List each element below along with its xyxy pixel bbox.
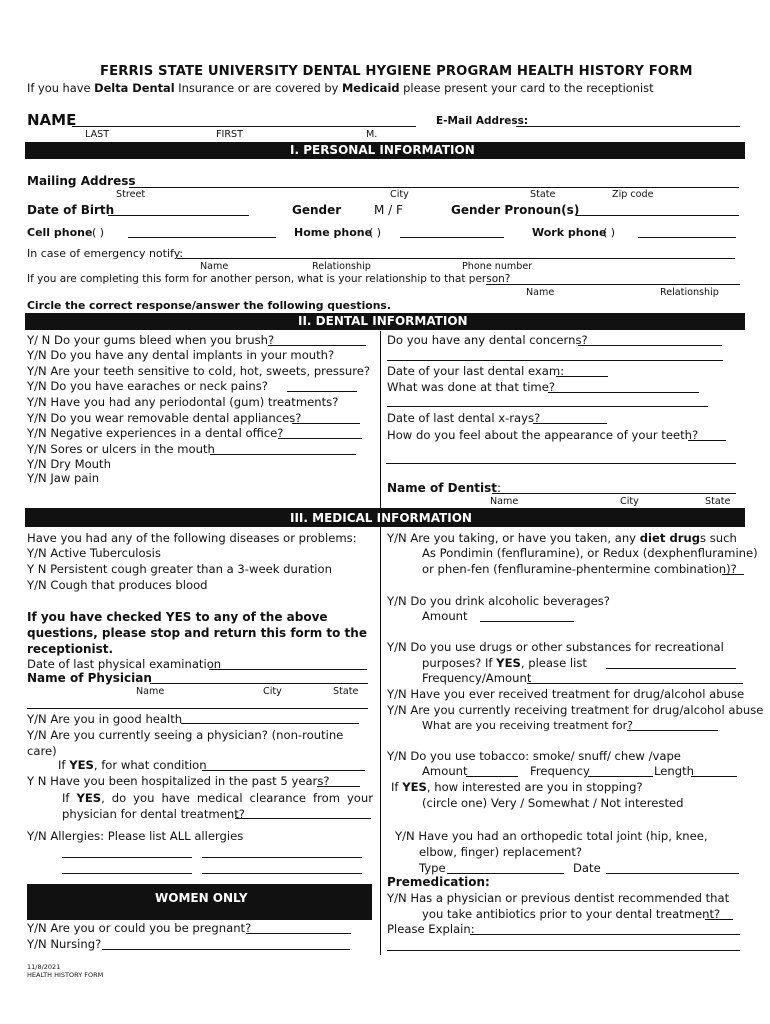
- alcohol-amount-label: Amount: [422, 609, 468, 623]
- emergency-field[interactable]: [177, 258, 735, 259]
- med-q-cough-blood[interactable]: Y/N Cough that produces blood: [27, 578, 208, 592]
- freq-amount-label: Frequency/Amount: [422, 671, 532, 685]
- text-segment: , please list: [520, 656, 587, 670]
- stop-warning: If you have checked YES to any of the above questions, please stop and return this form to the receptionist.: [27, 610, 367, 656]
- physician-name-caption: Name: [136, 686, 165, 697]
- diseases-label: Have you had any of the following diseases or problems:: [27, 531, 357, 545]
- what-done-label: What was done at that time?: [387, 380, 555, 394]
- dental-q-bleed[interactable]: Y/ N Do your gums bleed when you brush?: [27, 333, 275, 347]
- allergy-field-4[interactable]: [202, 873, 362, 874]
- good-health-field[interactable]: [181, 723, 359, 724]
- dental-q-perio[interactable]: Y/N Have you had any periodontal (gum) treatments?: [27, 395, 339, 409]
- stopping-interest-options[interactable]: (circle one) Very / Somewhat / Not interested: [422, 796, 684, 810]
- first-caption: FIRST: [216, 129, 243, 140]
- zip-caption: Zip code: [612, 189, 654, 200]
- last-caption: LAST: [85, 129, 110, 140]
- emergency-label: In case of emergency notify:: [27, 247, 184, 260]
- city-caption: City: [390, 189, 409, 200]
- tobacco-amount-label: Amount: [422, 764, 468, 778]
- insurance-note: [27, 81, 654, 95]
- condition-field[interactable]: [202, 770, 365, 771]
- dental-q-negative-field[interactable]: [278, 438, 362, 439]
- condition-label: [58, 758, 207, 772]
- last-exam-label: Date of your last dental exam:: [387, 364, 565, 378]
- name-label: NAME: [27, 111, 77, 129]
- diet-drugs-q: [387, 531, 737, 545]
- text-segment: Name of Dentist: [387, 481, 497, 495]
- diet-drugs-line-3: or phen-fen (fenfluramine-phentermine combination)?: [422, 562, 737, 576]
- dental-q-negative[interactable]: Y/N Negative experiences in a dental office?: [27, 426, 284, 440]
- allergy-field-1[interactable]: [62, 857, 192, 858]
- allergy-field-2[interactable]: [202, 857, 362, 858]
- circle-instructions: Circle the correct response/answer the following questions.: [27, 299, 391, 312]
- gender-label: Gender: [292, 203, 342, 217]
- med-q-tb[interactable]: Y/N Active Tuberculosis: [27, 546, 161, 560]
- dental-q-appliances[interactable]: Y/N Do you wear removable dental appliances?: [27, 411, 302, 425]
- text-segment: Insurance or are covered by: [174, 81, 342, 95]
- text-segment: If: [391, 780, 403, 794]
- another-person-field[interactable]: [486, 284, 740, 285]
- text-segment: s such: [700, 531, 737, 545]
- emergency-name-caption: Name: [200, 261, 229, 272]
- what-done-field[interactable]: [548, 392, 699, 393]
- hospitalized-q[interactable]: Y N Have you been hospitalized in the past 5 years?: [27, 774, 330, 788]
- mailing-label: Mailing Address: [27, 174, 136, 188]
- xrays-field[interactable]: [533, 423, 607, 424]
- tobacco-length-label: Length: [654, 764, 694, 778]
- medical-divider: [380, 527, 381, 955]
- dental-concerns-label: Do you have any dental concerns?: [387, 333, 588, 347]
- dental-q-jaw[interactable]: Y/N Jaw pain: [27, 471, 100, 485]
- dental-divider: [380, 331, 381, 508]
- dental-q-bleed-field[interactable]: [268, 345, 366, 346]
- stopping-interest-q: [391, 780, 643, 794]
- ever-treatment-q[interactable]: Y/N Have you ever received treatment for drug/alcohol abuse: [387, 687, 745, 701]
- tobacco-freq-label: Frequency: [530, 764, 590, 778]
- text-segment: , how interested are you in stopping?: [426, 780, 643, 794]
- current-treatment-q[interactable]: Y/N Are you currently receiving treatment for drug/alcohol abuse: [387, 703, 764, 717]
- text-segment: YES: [69, 758, 94, 772]
- antibiotics-q[interactable]: Y/N Has a physician or previous dentist recommended that: [387, 891, 730, 905]
- text-segment: If: [58, 758, 70, 772]
- physician-label: Name of Physician: [27, 671, 152, 685]
- home-label: Home phone: [294, 226, 373, 239]
- state-caption: State: [530, 189, 556, 200]
- mi-caption: M.: [366, 129, 378, 140]
- joint-date-label: Date: [573, 861, 601, 875]
- antibiotics-line-2: you take antibiotics prior to your dental treatment?: [422, 907, 721, 921]
- gender-options[interactable]: M / F: [374, 203, 403, 217]
- antibiotics-field[interactable]: [705, 919, 733, 920]
- emergency-rel-caption: Relationship: [312, 261, 371, 272]
- physician-state-caption: State: [333, 686, 359, 697]
- email-field[interactable]: [516, 126, 740, 127]
- xrays-label: Date of last dental x-rays?: [387, 411, 541, 425]
- another-name-caption: Name: [526, 287, 555, 298]
- joint-replacement-line-2: elbow, finger) replacement?: [419, 845, 583, 859]
- joint-date-field[interactable]: [606, 873, 739, 874]
- seeing-physician-q[interactable]: Y/N Are you currently seeing a physician? (non-routine care): [27, 728, 344, 758]
- text-segment: If: [62, 791, 77, 805]
- text-segment: Y/N Are you taking, or have you taken, any: [387, 531, 640, 545]
- dental-q-sensitive[interactable]: Y/N Are your teeth sensitive to cold, hot, sweets, pressure?: [27, 364, 371, 378]
- tobacco-freq-field[interactable]: [588, 776, 653, 777]
- text-segment: Medicaid: [341, 81, 400, 95]
- text-segment: :: [496, 481, 502, 495]
- dental-concerns-field-2[interactable]: [387, 360, 723, 361]
- pronoun-field[interactable]: [576, 215, 739, 216]
- dental-heading: II. DENTAL INFORMATION: [298, 314, 468, 328]
- street-caption: Street: [116, 189, 146, 200]
- allergy-field-3[interactable]: [62, 873, 192, 874]
- joint-replacement-q[interactable]: Y/N Have you had an orthopedic total joint (hip, knee,: [395, 829, 708, 843]
- alcohol-amount-field[interactable]: [480, 621, 574, 622]
- dental-q-sores-field[interactable]: [210, 454, 356, 455]
- mailing-field[interactable]: [129, 187, 739, 188]
- good-health-q[interactable]: Y/N Are you in good health: [27, 712, 183, 726]
- home-field[interactable]: [400, 237, 504, 238]
- last-physical-label: Date of last physical examination: [27, 657, 222, 671]
- cell-paren: ( ): [92, 226, 105, 239]
- tobacco-amount-field[interactable]: [466, 776, 518, 777]
- footer-form-name: HEALTH HISTORY FORM: [27, 971, 104, 979]
- name-field[interactable]: [72, 126, 416, 127]
- cell-label: Cell phone: [27, 226, 93, 239]
- text-segment: diet drug: [639, 531, 701, 545]
- dob-label: Date of Birth: [27, 203, 115, 217]
- dental-q-earaches-field[interactable]: [287, 391, 357, 392]
- recreational-drugs-q[interactable]: Y/N Do you use drugs or other substances for recreational: [387, 640, 724, 654]
- nursing-field[interactable]: [102, 949, 350, 950]
- text-segment: , for what condition: [93, 758, 207, 772]
- what-treatment-field[interactable]: [627, 730, 718, 731]
- text-segment: , do you have medical clearance from your physician for dental treatment?: [62, 791, 374, 821]
- pregnant-field[interactable]: [246, 933, 351, 934]
- text-segment: Delta Dental: [94, 81, 175, 95]
- another-rel-caption: Relationship: [660, 287, 719, 298]
- pronoun-label: Gender Pronoun(s): [451, 203, 580, 217]
- appearance-field-2[interactable]: [386, 463, 736, 464]
- physician-field-2[interactable]: [27, 708, 368, 709]
- pregnant-q[interactable]: Y/N Are you or could you be pregnant?: [27, 921, 252, 935]
- another-person-label: If you are completing this form for another person, what is your relationship to that person?: [27, 273, 511, 285]
- dentist-name-caption: Name: [490, 496, 519, 507]
- what-done-field-2[interactable]: [387, 406, 708, 407]
- last-exam-field[interactable]: [556, 376, 608, 377]
- work-paren: ( ): [603, 226, 616, 239]
- what-treatment-label: What are you receiving treatment for?: [422, 719, 633, 732]
- dentist-label: [387, 481, 501, 495]
- nursing-q[interactable]: Y/N Nursing?: [27, 937, 102, 951]
- text-segment: purposes? If: [422, 656, 497, 670]
- joint-type-field[interactable]: [447, 873, 564, 874]
- text-segment: please present your card to the receptionist: [399, 81, 654, 95]
- dentist-field[interactable]: [492, 493, 736, 494]
- home-paren: ( ): [369, 226, 382, 239]
- joint-type-label: Type: [419, 861, 446, 875]
- allergies-q[interactable]: Y/N Allergies: Please list ALL allergies: [27, 829, 244, 843]
- women-only-heading: WOMEN ONLY: [155, 891, 248, 905]
- dental-q-sores[interactable]: Y/N Sores or ulcers in the mouth: [27, 442, 215, 456]
- personal-heading: I. PERSONAL INFORMATION: [290, 143, 475, 157]
- appearance-field[interactable]: [688, 440, 726, 441]
- physician-city-caption: City: [263, 686, 282, 697]
- emergency-phone-caption: Phone number: [462, 261, 533, 272]
- last-physical-field[interactable]: [209, 669, 367, 670]
- diet-drugs-line-2: As Pondimin (fenfluramine), or Redux (dexphenfluramine): [422, 546, 758, 560]
- freq-amount-field[interactable]: [527, 683, 743, 684]
- diet-drugs-field[interactable]: [722, 574, 744, 575]
- dob-field[interactable]: [108, 215, 249, 216]
- work-field[interactable]: [638, 237, 736, 238]
- tobacco-q[interactable]: Y/N Do you use tobacco: smoke/ snuff/ chew /vape: [387, 749, 681, 763]
- medical-heading: III. MEDICAL INFORMATION: [290, 511, 472, 525]
- text-segment: YES: [402, 780, 427, 794]
- hospitalized-field[interactable]: [317, 786, 360, 787]
- med-q-cough-3wk[interactable]: Y N Persistent cough greater than a 3-week duration: [27, 562, 332, 576]
- text-segment: YES: [76, 791, 102, 805]
- dental-q-earaches[interactable]: Y/N Do you have earaches or neck pains?: [27, 379, 268, 393]
- dentist-city-caption: City: [620, 496, 639, 507]
- explain-label: Please Explain:: [387, 922, 475, 936]
- premedication-heading: Premedication:: [387, 875, 490, 889]
- dental-q-appliances-field[interactable]: [292, 423, 360, 424]
- email-label: E-Mail Address:: [436, 115, 529, 127]
- appearance-label: How do you feel about the appearance of your teeth?: [387, 428, 699, 442]
- dental-q-implants[interactable]: Y/N Do you have any dental implants in your mouth?: [27, 348, 335, 362]
- form-title: FERRIS STATE UNIVERSITY DENTAL HYGIENE PROGRAM HEALTH HISTORY FORM: [100, 64, 693, 79]
- explain-field-2[interactable]: [387, 950, 740, 951]
- text-segment: YES: [496, 656, 521, 670]
- physician-field[interactable]: [150, 683, 368, 684]
- alcohol-q[interactable]: Y/N Do you drink alcoholic beverages?: [387, 594, 610, 608]
- explain-field[interactable]: [470, 934, 740, 935]
- clearance-field[interactable]: [235, 818, 371, 819]
- dental-concerns-field[interactable]: [578, 345, 722, 346]
- footer-date: 11/8/2021: [27, 963, 61, 971]
- recreational-purposes: [422, 656, 587, 670]
- dentist-state-caption: State: [705, 496, 731, 507]
- dental-q-dry-mouth[interactable]: Y/N Dry Mouth: [27, 457, 111, 471]
- recreational-list-field[interactable]: [606, 668, 736, 669]
- work-label: Work phone: [532, 226, 607, 239]
- text-segment: If you have: [27, 81, 95, 95]
- tobacco-length-field[interactable]: [691, 776, 737, 777]
- cell-field[interactable]: [128, 237, 276, 238]
